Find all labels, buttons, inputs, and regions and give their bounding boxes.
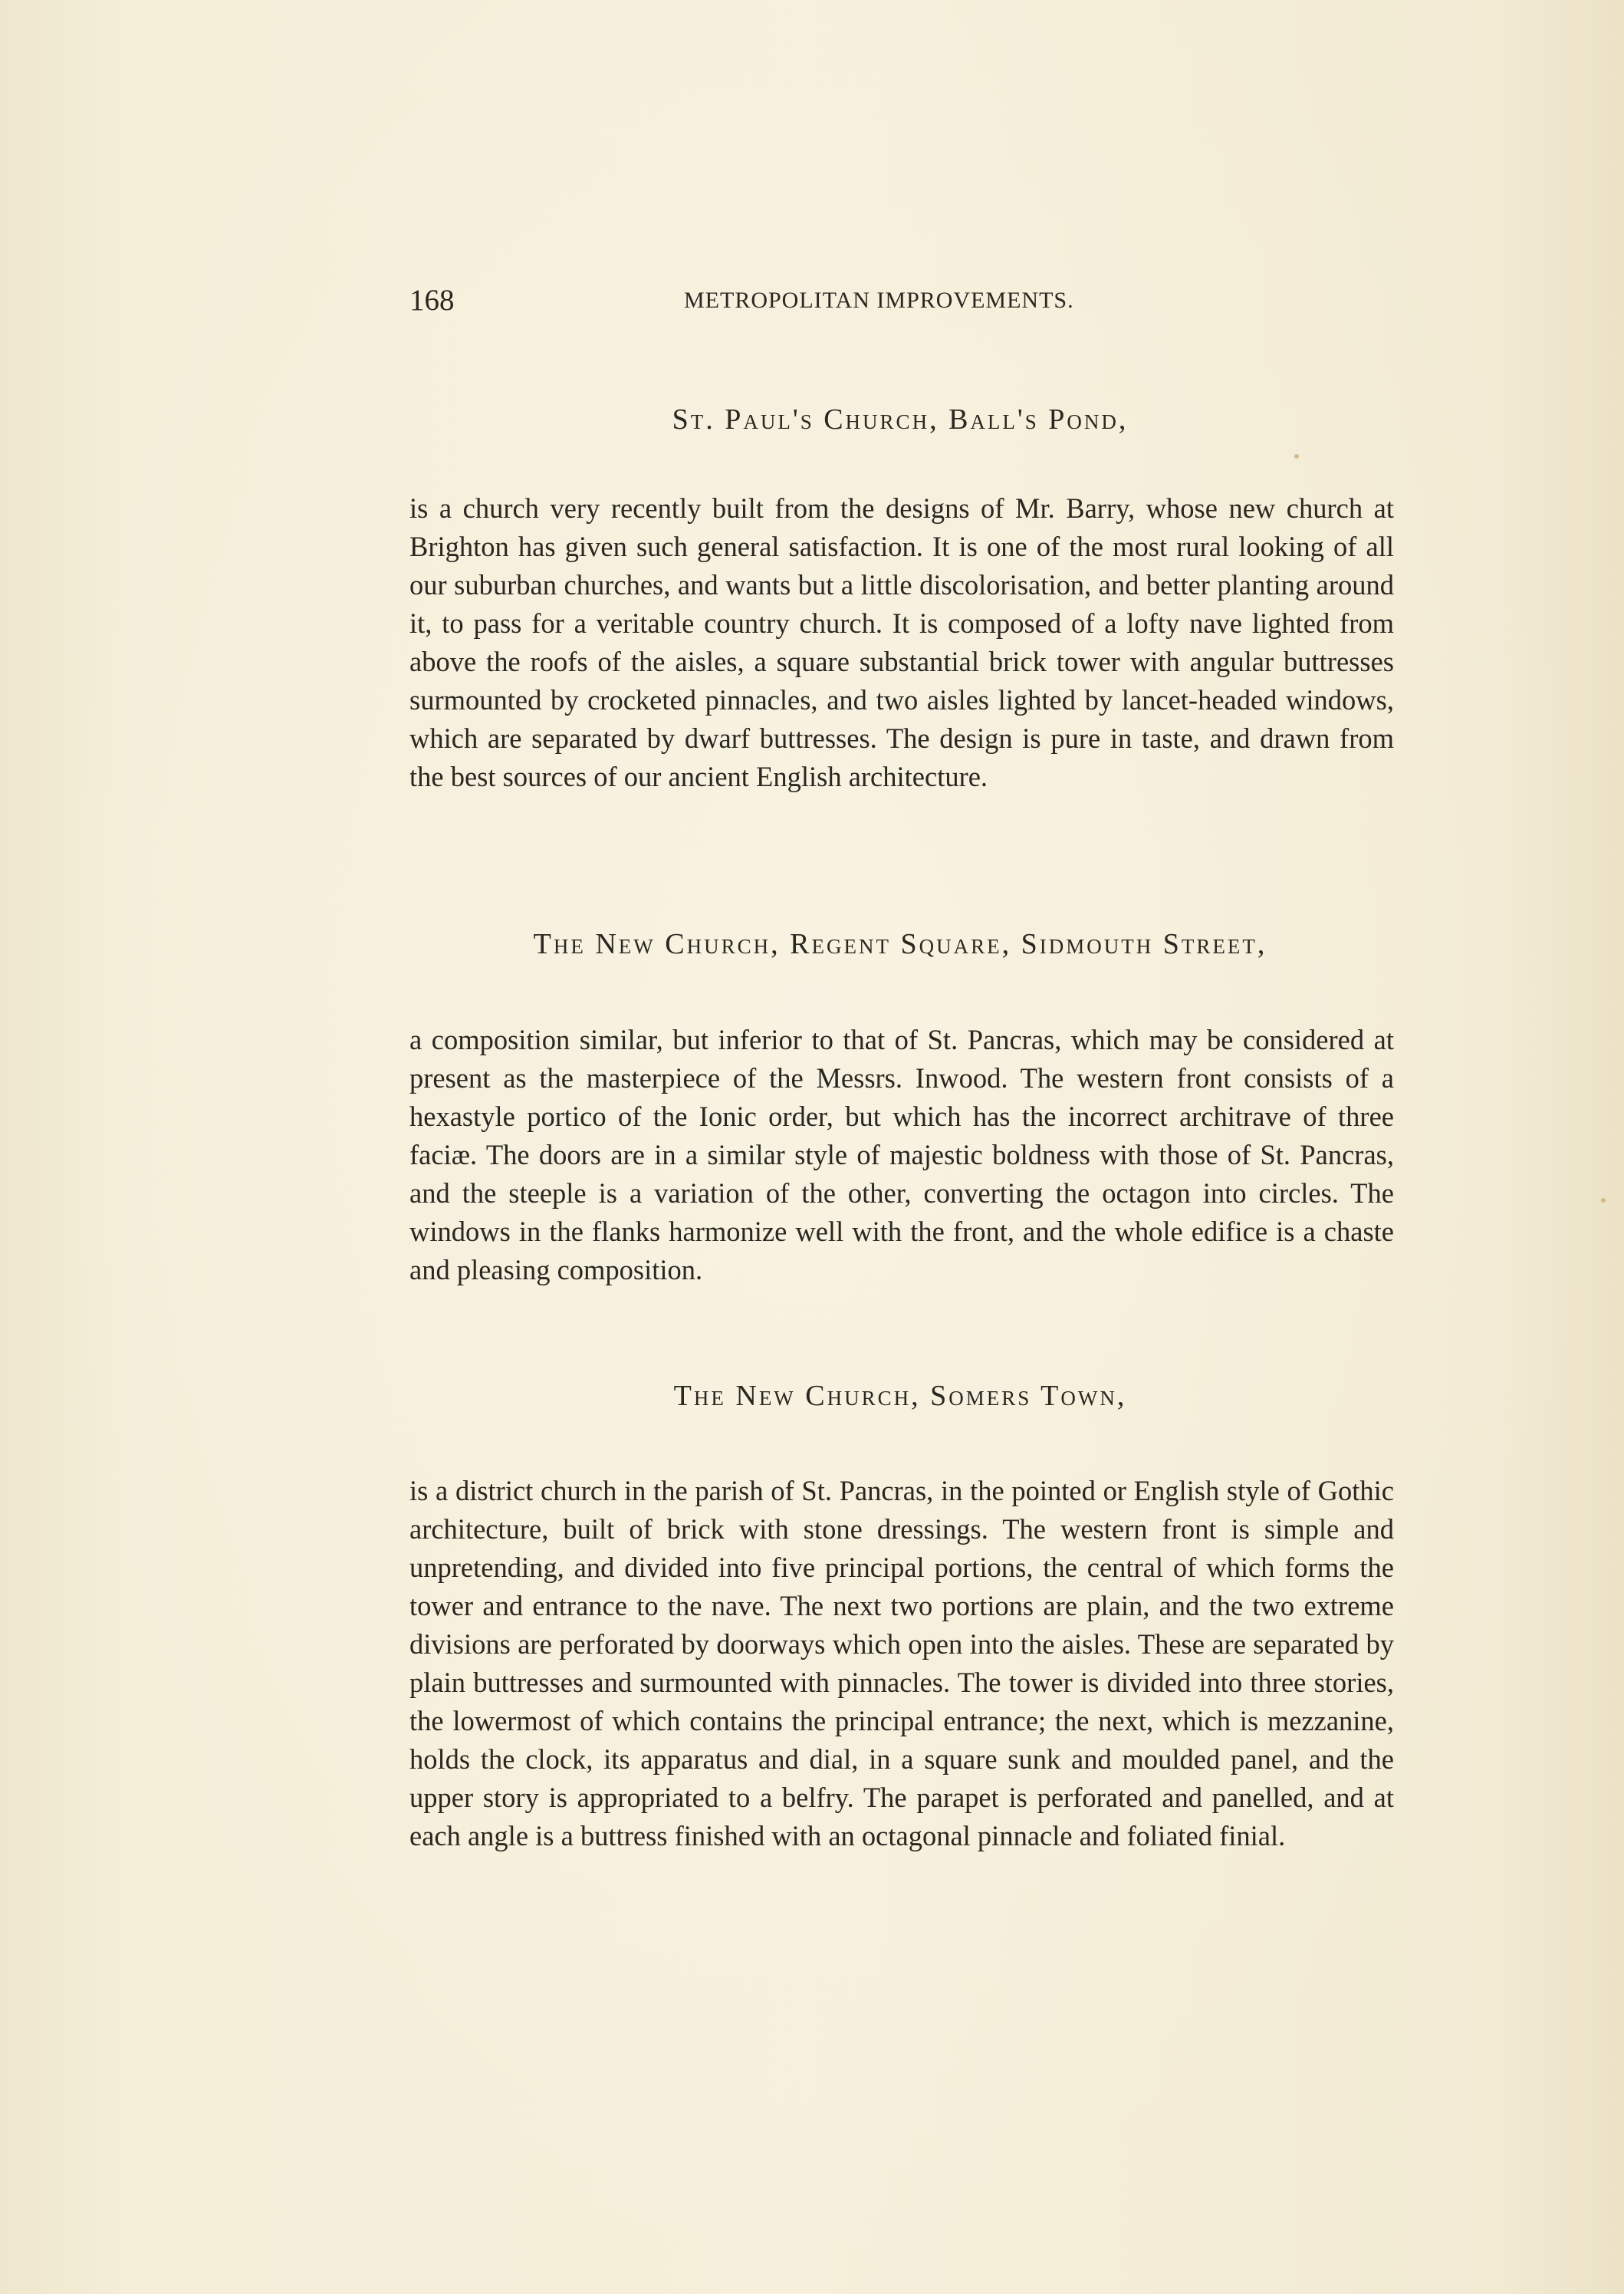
- section-text-st-pauls: is a church very recently built from the designs of Mr. Barry, whose new church at Brighton has given such general satisfaction. It is one of the most rural looking of all our suburban churches, and wants but a little discolorisation, and better planting around it, to pass for a veritable country church. It is composed of a lofty nave lighted from above the roofs of the aisles, a square substantial brick tower with angular buttresses surmounted by crocketed pinnacles, and two aisles lighted by lancet-headed windows, which are separated by dwarf buttresses. The design is pure in taste, and drawn from the best sources of our ancient English architecture.: [409, 492, 1394, 792]
- section-text-regent-square: a composition similar, but inferior to that of St. Pancras, which may be considered at present as the masterpiece of the Messrs. Inwood. The western front consists of a hexastyle portico of the Ionic order, but which has the incorrect architrave of three faciæ. The doors are in a similar style of majestic boldness with those of St. Pancras, and the steeple is a variation of the other, converting the octagon into circles. The windows in the flanks harmonize well with the front, and the whole edifice is a chaste and pleasing composition.: [409, 1024, 1394, 1285]
- paper-spot: [1294, 454, 1299, 459]
- page-number: 168: [409, 284, 455, 317]
- section-text-somers-town: is a district church in the parish of St. Pancras, in the pointed or English style of Gothic architecture, built of brick with stone dressings. The western front is simple and unpretending, and divided into five principal portions, the central of which forms the tower and entrance to the nave. The next two portions are plain, and the two extreme divisions are perforated by doorways which open into the aisles. These are separated by plain buttresses and surmounted with pinnacles. The tower is divided into three stories, the lowermost of which contains the principal entrance; the next, which is mezzanine, holds the clock, its apparatus and dial, in a square sunk and moulded panel, and the upper story is appropriated to a belfry. The parapet is perforated and panelled, and at each angle is a buttress finished with an octagonal pinnacle and foliated finial.: [409, 1475, 1394, 1851]
- running-title: METROPOLITAN IMPROVEMENTS.: [684, 288, 1074, 313]
- section-heading-somers-town: The New Church, Somers Town,: [673, 1380, 1127, 1412]
- paper-spot: [1601, 1198, 1606, 1203]
- section-heading-regent-square: The New Church, Regent Square, Sidmouth Street,: [533, 928, 1267, 960]
- running-head: [409, 278, 1123, 324]
- section-heading-st-pauls: St. Paul's Church, Ball's Pond,: [672, 403, 1129, 436]
